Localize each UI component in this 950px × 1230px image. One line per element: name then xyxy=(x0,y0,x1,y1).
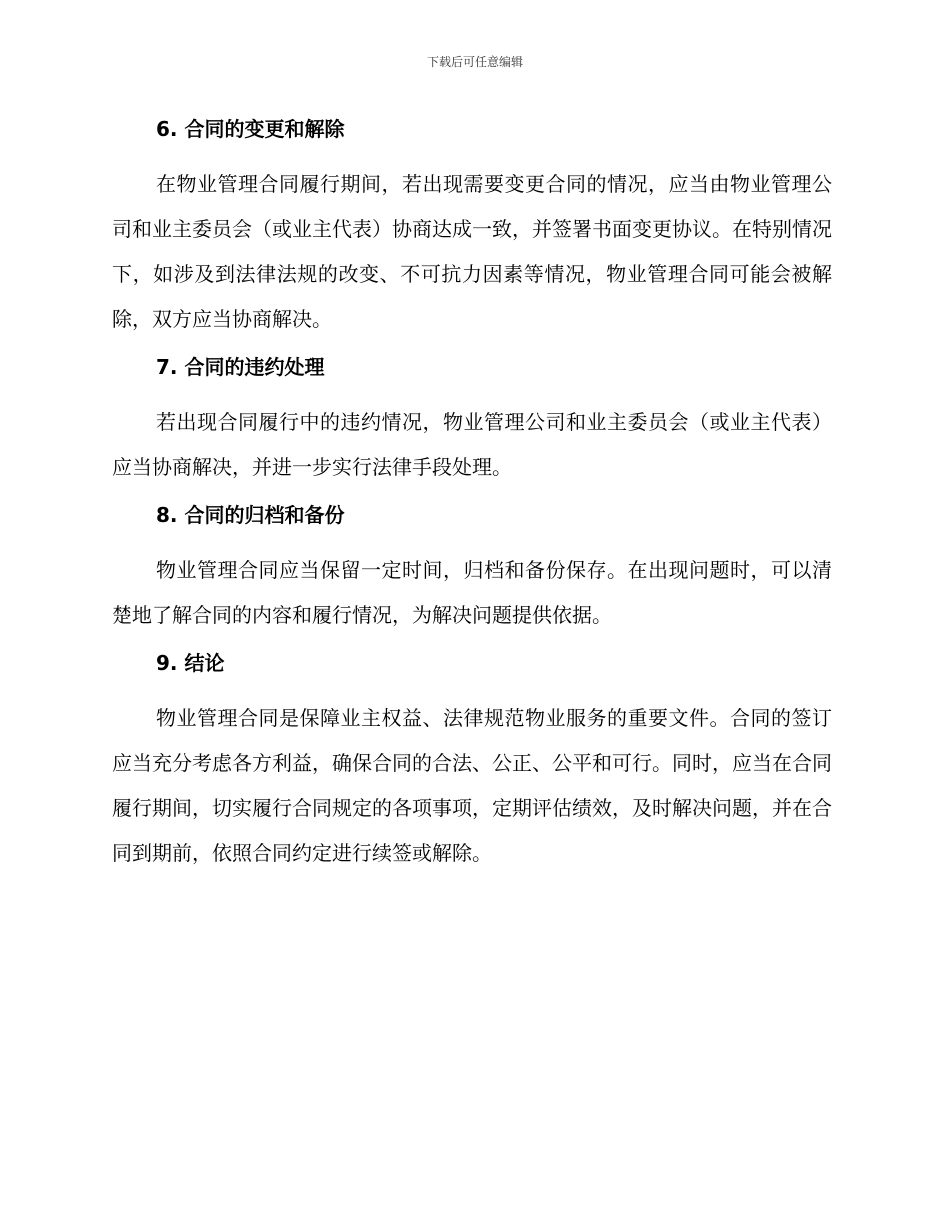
section-conclusion xyxy=(112,642,832,876)
document-body xyxy=(112,108,832,876)
section-heading: 6. 合同的变更和解除 xyxy=(156,117,345,141)
section-paragraph: 物业管理合同是保障业主权益、法律规范物业服务的重要文件。合同的签订应当充分考虑各方利益，确保合同的合法、公正、公平和可行。同时，应当在合同履行期间，切实履行合同规定的各项事项，定期评估绩效，及时解决问题，并在合同到期前，依照合同约定进行续签或解除。 xyxy=(112,706,832,865)
section-paragraph: 若出现合同履行中的违约情况，物业管理公司和业主委员会（或业主代表）应当协商解决，并进一步实行法律手段处理。 xyxy=(112,410,832,479)
section-heading: 9. 结论 xyxy=(156,651,225,675)
section-paragraph: 在物业管理合同履行期间，若出现需要变更合同的情况，应当由物业管理公司和业主委员会（或业主代表）协商达成一致，并签署书面变更协议。在特别情况下，如涉及到法律法规的改变、不可抗力因素等情况，物业管理合同可能会被解除，双方应当协商解决。 xyxy=(112,172,832,331)
section-heading: 7. 合同的违约处理 xyxy=(156,355,325,379)
section-contract-change xyxy=(112,108,832,346)
section-heading: 8. 合同的归档和备份 xyxy=(156,503,345,527)
section-breach-handling xyxy=(112,346,832,494)
section-archiving xyxy=(112,494,832,642)
section-paragraph: 物业管理合同应当保留一定时间，归档和备份保存。在出现问题时，可以清楚地了解合同的内容和履行情况，为解决问题提供依据。 xyxy=(112,558,832,627)
page-header: 下载后可任意编辑 xyxy=(426,55,523,69)
